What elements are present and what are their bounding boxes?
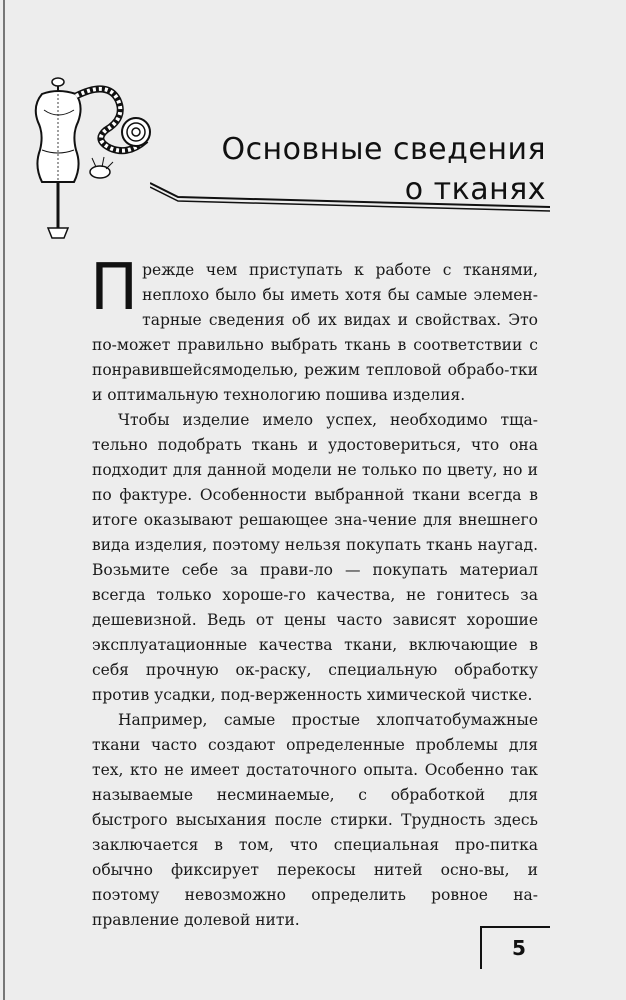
title-underline-rule xyxy=(150,175,550,215)
page-edge xyxy=(3,0,5,1000)
body-text xyxy=(90,251,538,933)
page-number: 5 xyxy=(512,936,526,960)
chapter-title-line-1: Основные сведения xyxy=(221,132,546,167)
dress-form-icon xyxy=(18,70,168,245)
paragraph-3: Например, самые простые хлопчатобумажные ткани часто создают определенные проблемы для тех, кто не имеет достаточного опыта. Особенно так называемые несминаемые, с обработкой для быстрого высыхания после стирки. Трудность здесь заключается в том, что специальная про-питка обычно фиксирует перекосы нитей осно-вы, и поэтому невозможно определить ровное на-правление долевой нити. xyxy=(92,711,538,929)
paragraph-1 xyxy=(90,251,538,408)
paragraph-1-text: режде чем приступать к работе с тканями, неплохо было бы иметь хотя бы самые элемен-тарные сведения об их видах и свойствах. Это по-может правильно выбрать ткань в соответствии с понравившейсямоделью, режим тепловой обрабо-тки и оптимальную технологию пошива изделия. xyxy=(92,261,538,404)
chapter-title-line-2: о тканях xyxy=(404,172,546,207)
drop-cap: П xyxy=(90,251,139,325)
paragraph-2: Чтобы изделие имело успех, необходимо тща-тельно подобрать ткань и удостовериться, что она подходит для данной модели не только по цвету, но и по фактуре. Особенности выбранной ткани всегда в итоге оказывают решающее зна-чение для внешнего вида изделия, поэтому нельзя покупать ткань наугад. Возьмите себе за прави-ло — покупать материал всегда только хороше-го качества, не гонитесь за дешевизной. Ведь от цены часто зависят хорошие эксплуатационные качества ткани, включающие в себя прочную ок-раску, специальную обработку против усадки, под-верженность химической чистке. xyxy=(92,411,538,704)
